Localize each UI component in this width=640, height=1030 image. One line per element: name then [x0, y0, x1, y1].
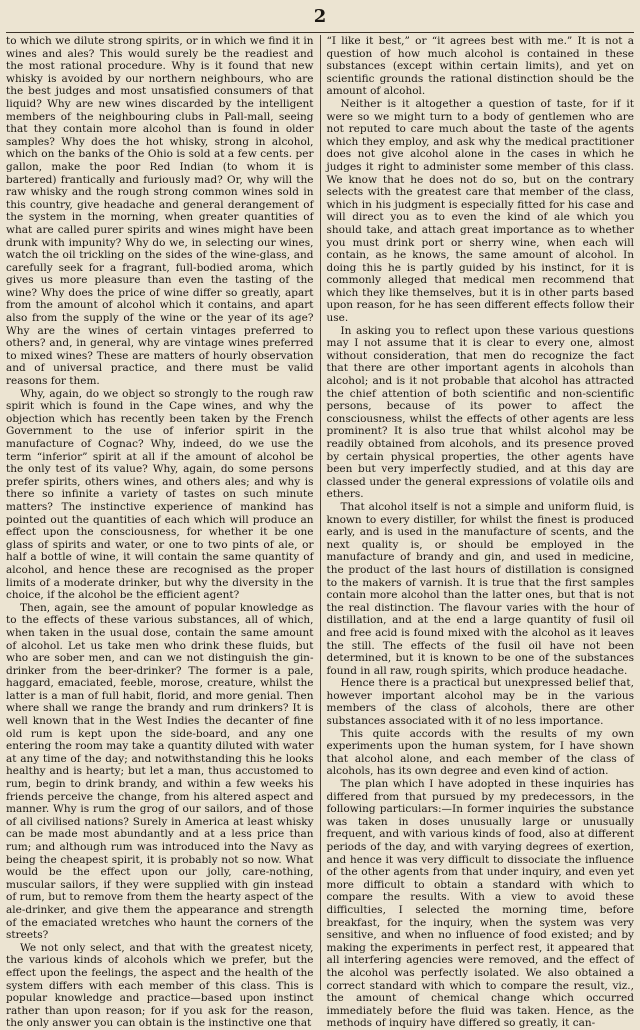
- paragraph: Neither is it altogether a question of taste, for if it were so we might turn to a body of gentlemen who are not reputed to care much about the taste of the agents which they employ, and ask why the medical practitioner does not give alcohol alone in the cases in which he judges it right to administer some member of this class. We know that he does not do so, but on the contrary selects with the greatest care that member of the class, which in his judgment is especially fitted for his case and will direct you as to even the kind of ale which you should take, and attach great importance as to whether you must drink port or sherry wine, when each will contain, as he knows, the same amount of alcohol. In doing this he is partly guided by his instinct, for it is commonly alleged that medical men recommend that which they like themselves, but it is in other parts based upon reason, for he has seen different effects follow their use.: [326, 97, 634, 325]
- paragraph: to which we dilute strong spirits, or in which we find it in wines and ales? This would surely be the readiest and the most rational procedure. Why is it found that new whisky is avoided by our northern neighbours, who are the best judges and most unsatisfied consumers of that liquid? Why are new wines discarded by the intelligent members of the neighbouring clubs in Pall-mall, seeing that they contain more alcohol than is found in older samples? Why does the hot whisky, strong in alcohol, which on the banks of the Ohio is sold at a few cents. per gallon, make the poor Red Indian (to whom it is bartered) frantically and furiously mad? Or, why will the raw whisky and the rough strong common wines sold in this country, give headache and general derangement of the system in the morning, when greater quantities of what are called purer spirits and wines might have been drunk with impunity? Why do we, in selecting our wines, watch the oil trickling on the sides of the wine-glass, and carefully seek for a fragrant, full-bodied aroma, which gives us more pleasure than even the tasting of the wine? Why does the price of wine differ so greatly, apart from the amount of alcohol which it contains, and apart also from the supply of the wine or the year of its age? Why are the wines of certain vintages preferred to others? and, in general, why are vintage wines preferred to mixed wines? These are matters of hourly observation and of universal practice, and there must be valid reasons for them.: [6, 35, 314, 388]
- paragraph: This quite accords with the results of my own experiments upon the human system, for I have shown that alcohol alone, and each member of the class of alcohols, has its own degree and even kind of action.: [326, 727, 634, 778]
- paragraph: Why, again, do we object so strongly to the rough raw spirit which is found in the Cape wines, and why the objection which has recently been taken by the French Government to the use of inferior spirit in the manufacture of Cognac? Why, indeed, do we use the term “inferior” spirit at all if the amount of alcohol be the only test of its value? Why, again, do some persons prefer spirits, others wines, and others ales; and why is there so infinite a variety of tastes on such minute matters? The instinctive experience of mankind has pointed out the quantities of each which will produce an effect upon the consciousness, for whether it be one glass of spirits and water, or one to two pints of ale, or half a bottle of wine, it will contain the same quantity of alcohol, and hence these are recognised as the proper limits of a moderate drinker, but why the diversity in the choice, if the alcohol be the efficient agent?: [6, 387, 314, 602]
- paragraph: Then, again, see the amount of popular knowledge as to the effects of these various substances, all of which, when taken in the usual dose, contain the same amount of alcohol. Let us take men who drink these fluids, but who are sober men, and can we not distinguish the gin-drinker from the beer-drinker? The former is a pale, haggard, emaciated, feeble, morose, creature, whilst the latter is a man of full habit, florid, and more genial. Then where shall we range the brandy and rum drinkers? It is well known that in the West Indies the decanter of fine old rum is kept upon the side-board, and any one entering the room may take a quantity diluted with water at any time of the day; and notwithstanding this he looks healthy and is hearty; but let a man, thus accustomed to rum, begin to drink brandy, and within a few weeks his friends perceive the change, from his altered aspect and manner. Why is rum the grog of our sailors, and of those of all civilised nations? Surely in America at least whisky can be made most abundantly and at a less price than rum; and although rum was introduced into the Navy as being the cheapest spirit, it is probably not so now. What would be the effect upon our jolly, care-nothing, muscular sailors, if they were supplied with gin instead of rum, but to remove from them the hearty aspect of the ale-drinker, and give them the appearance and strength of the emaciated wretches who haunt the corners of the streets?: [6, 601, 314, 942]
- column-divider: [320, 35, 321, 990]
- header-rule: [6, 32, 634, 33]
- paragraph: “I like it best,” or “it agrees best with me.” It is not a question of how much alcohol is contained in these substances (except within certain limits), and yet on scientific grounds the rational distinction should be the amount of alcohol.: [326, 35, 634, 98]
- paragraph: We not only select, and that with the greatest nicety, the various kinds of alcohols which we prefer, but the effect upon the feelings, the aspect and the health of the system differs with each member of this class. This is popular knowledge and practice—based upon instinct rather than upon reason; for if you ask for the reason, the only answer you can obtain is the instinctive one that: [6, 941, 314, 1030]
- paragraph: In asking you to reflect upon these various questions may I not assume that it is clear to every one, almost without consideration, that men do recognize the fact that there are other important agents in alcohols than alcohol; and is it not probable that alcohol has attracted the chief attention of both scientific and non-scientific persons, because of its power to affect the consciousness, whilst the effects of other agents are less prominent? It is also true that whilst alcohol may be readily obtained from alcohols, and its presence proved by certain physical properties, the other agents have been but very imperfectly studied, and at this day are classed under the general expressions of volatile oils and ethers.: [326, 324, 634, 501]
- right-column: [326, 35, 634, 1030]
- page-number: 2: [313, 6, 327, 27]
- paragraph: That alcohol itself is not a simple and uniform fluid, is known to every distiller, for whilst the finest is produced early, and is used in the manufacture of scents, and the next quality is, or should be employed in the manufacture of brandy and gin, and used in medicine, the product of the last hours of distillation is consigned to the makers of varnish. It is true that the first samples contain more alcohol than the latter ones, but that is not the real distinction. The flavour varies with the hour of distillation, and at the end a large quantity of fusil oil and free acid is found mixed with the alcohol as it leaves the still. The effects of the fusil oil have not been determined, but it is known to be one of the substances found in all raw, rough spirits, which produce headache.: [326, 500, 634, 677]
- left-column: [6, 35, 314, 1030]
- text-columns: [6, 35, 634, 1030]
- paragraph: The plan which I have adopted in these inquiries has differed from that pursued by my predecessors, in the following particulars:—In former inquiries the substance was taken in doses unusually large or unusually frequent, and with various kinds of food, also at different periods of the day, and with varying degrees of exertion, and hence it was very difficult to dissociate the influence of the other agents from that under inquiry, and even yet more difficult to obtain a standard with which to compare the results. With a view to avoid these difficulties, I selected the morning time, before breakfast, for the inquiry, when the system was very sensitive, and when no influence of food existed; and by making the experiments in perfect rest, it appeared that all interfering agencies were removed, and the effect of the alcohol was perfectly isolated. We also obtained a correct standard with which to compare the result, viz., the amount of chemical change which occurred immediately before the fluid was taken. Hence, as the methods of inquiry have differed so greatly, it can-: [326, 778, 634, 1030]
- paragraph: Hence there is a practical but unexpressed belief that, however important alcohol may be in the various members of the class of alcohols, there are other substances associated with it of no less importance.: [326, 677, 634, 728]
